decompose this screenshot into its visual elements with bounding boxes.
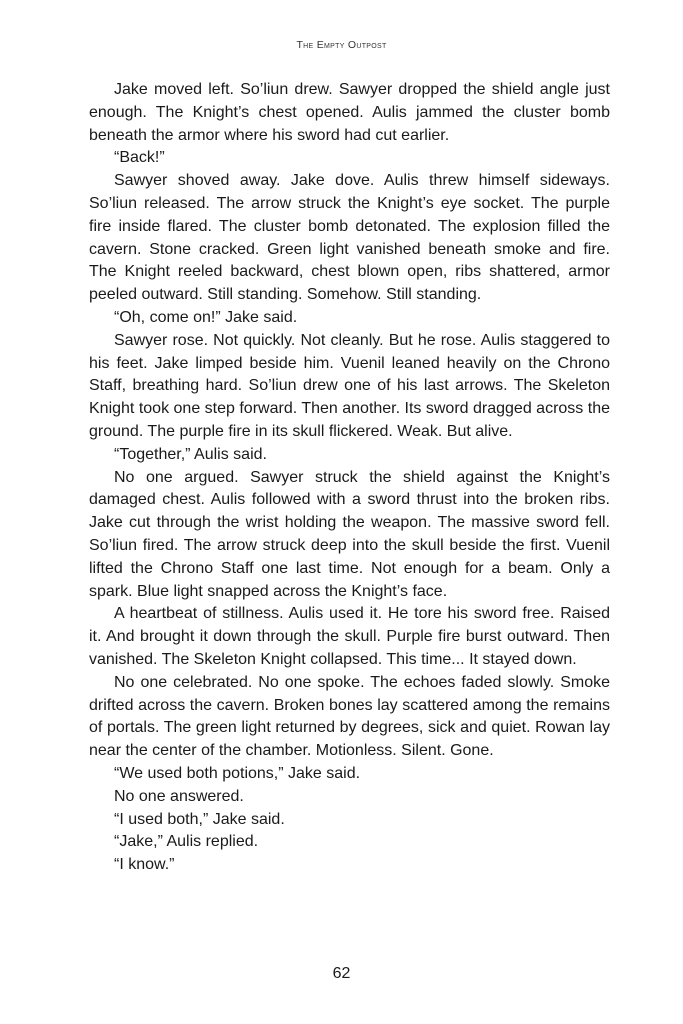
paragraph: “We used both potions,” Jake said. <box>114 764 361 782</box>
paragraph: No one celebrated. No one spoke. The echoes faded slowly. Smoke drifted across the cavern. Broken bones lay scattered among the remains of portals. The green light returned by degrees, sick and quiet. Rowan lay near the center of the chamber. Motionless. Silent. Gone. <box>89 673 610 760</box>
paragraph: “Oh, come on!” Jake said. <box>114 308 298 326</box>
body-text <box>89 79 610 877</box>
paragraph: Jake moved left. So’liun drew. Sawyer dropped the shield angle just enough. The Knight’s chest opened. Aulis jammed the cluster bomb beneath the armor where his sword had cut earlier. <box>89 81 610 144</box>
running-header: The Empty Outpost <box>296 39 387 51</box>
paragraph: Sawyer rose. Not quickly. Not cleanly. But he rose. Aulis staggered to his feet. Jake limped beside him. Vuenil leaned heavily on the Chrono Staff, breathing hard. So’liun drew one of his last arrows. The Skeleton Knight took one step forward. Then another. Its sword dragged across the ground. The purple fire in its skull flickered. Weak. But alive. <box>89 331 610 440</box>
paragraph: “Jake,” Aulis replied. <box>114 833 259 851</box>
paragraph: “I used both,” Jake said. <box>114 810 285 828</box>
paragraph: “I know.” <box>114 856 175 874</box>
paragraph: A heartbeat of stillness. Aulis used it. He tore his sword free. Raised it. And brought it down through the skull. Purple fire burst outward. Then vanished. The Skeleton Knight collapsed. This time... It stayed down. <box>89 605 610 668</box>
paragraph: “Back!” <box>114 149 165 167</box>
paragraph: No one answered. <box>114 787 244 805</box>
paragraph: “Together,” Aulis said. <box>114 445 267 463</box>
paragraph: Sawyer shoved away. Jake dove. Aulis threw himself sideways. So’liun released. The arrow struck the Knight’s eye socket. The purple fire inside flared. The cluster bomb detonated. The explosion filled the cavern. Stone cracked. Green light vanished beneath smoke and fire. The Knight reeled backward, chest blown open, ribs shattered, armor peeled outward. Still standing. Somehow. Still standing. <box>89 172 610 304</box>
paragraph: No one argued. Sawyer struck the shield against the Knight’s damaged chest. Aulis followed with a sword thrust into the broken ribs. Jake cut through the wrist holding the weapon. The massive sword fell. So’liun fired. The arrow struck deep into the skull beside the first. Vuenil lifted the Chrono Staff one last time. Not enough for a beam. Only a spark. Blue light snapped across the Knight’s face. <box>89 468 610 600</box>
page-number: 62 <box>332 965 351 982</box>
